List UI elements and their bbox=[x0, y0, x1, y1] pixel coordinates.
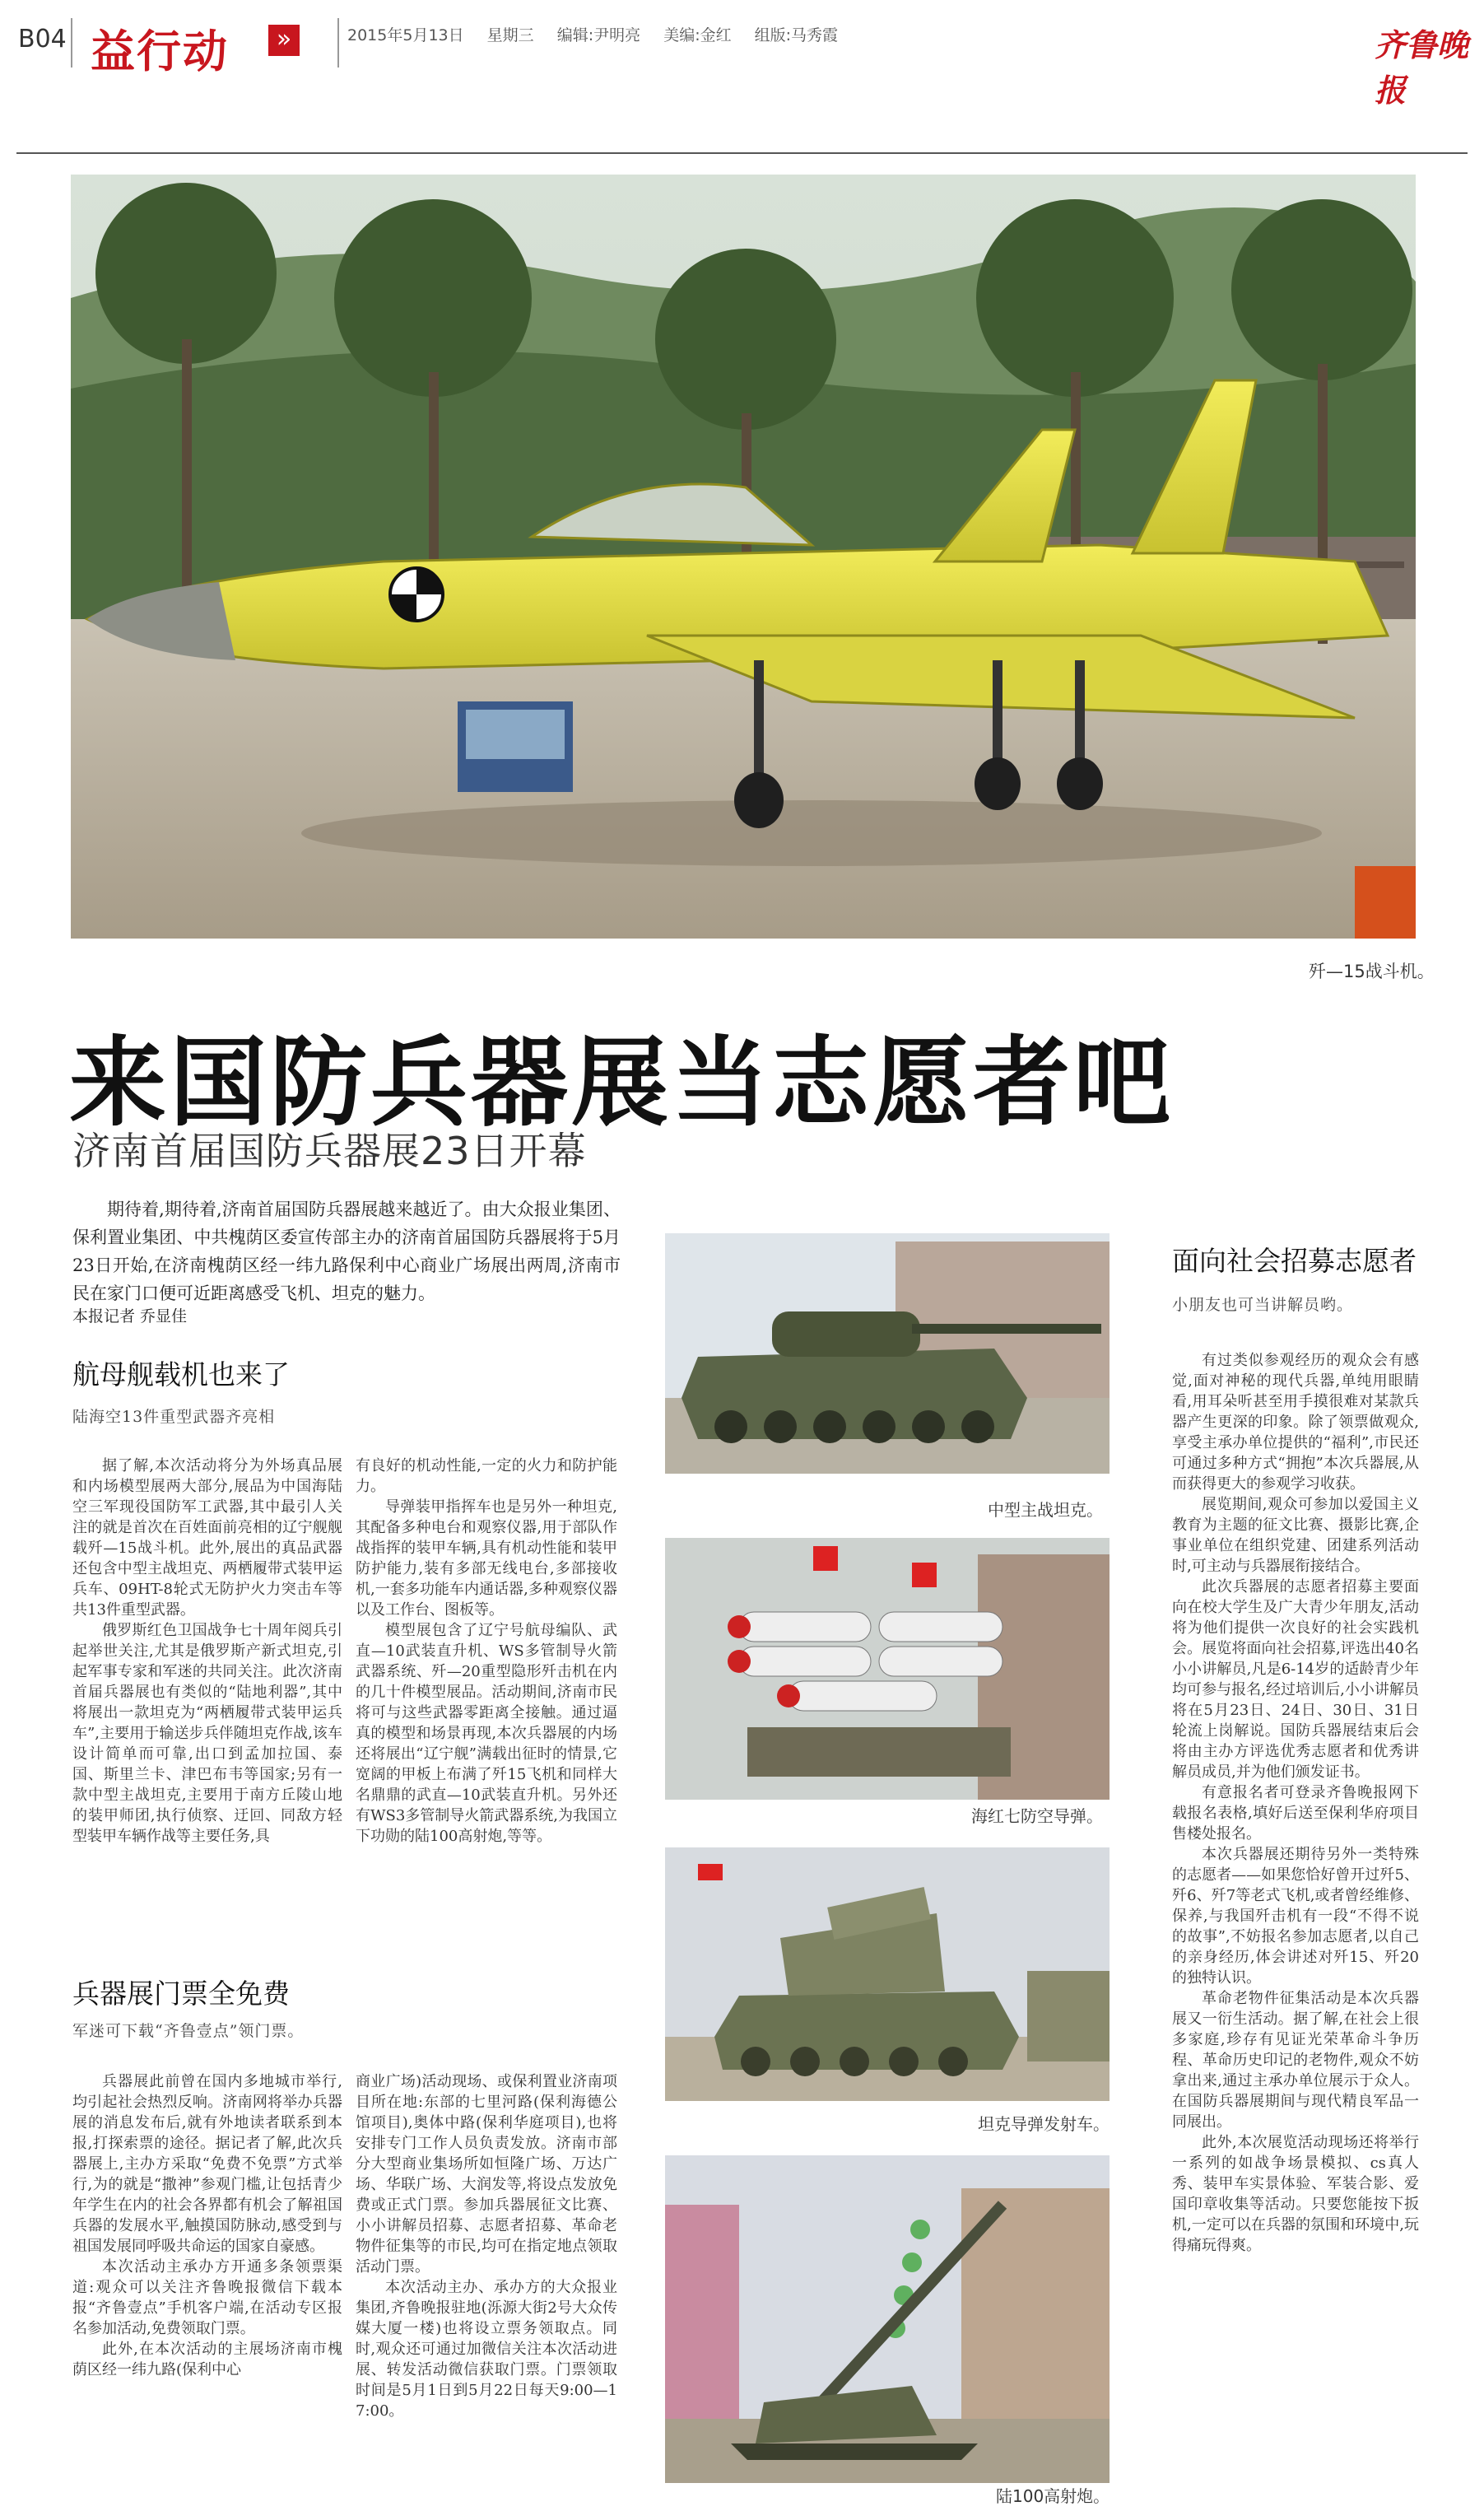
section-subheading: 军迷可下载“齐鲁壹点”领门票。 bbox=[72, 2022, 305, 2040]
headline: 来国防兵器展当志愿者吧 bbox=[69, 1026, 1175, 1139]
anti-aircraft-gun-photo bbox=[665, 2155, 1110, 2483]
header-divider bbox=[337, 18, 339, 68]
paragraph: 商业广场)活动现场、或保利置业济南项目所在地:东部的七里河路(保利海德公馆项目),奥体中路(保利华庭项目),也将安排专门工作人员负责发放。济南市部分大型商业集场所如恒隆广场、万达广场、华联广场、大润发等,将设点发放免费或正式门票。参加兵器展征文比赛、小小讲解员招募、志愿者招募、革命老物件征集等的市民,均可在指定地点领取活动门票。 bbox=[356, 2073, 617, 2276]
paragraph: 兵器展此前曾在国内多地城市举行,均引起社会热烈反响。济南网将举办兵器展的消息发布后,就有外地读者联系到本报,打探索票的途径。据记者了解,此次兵器展上,主办方采取“免费不免票”方式举行,为的就是“撒神”参观门槛,让包括青少年学生在内的社会各界都有机会了解祖国兵器的发展水平,触摸国防脉动,感受到与祖国发展同呼吸共命运的国家自豪感。 bbox=[72, 2073, 342, 2255]
section-heading: 航母舰载机也来了 bbox=[72, 1358, 290, 1391]
paragraph: 据了解,本次活动将分为外场真品展和内场模型展两大部分,展品为中国海陆空三军现役国防军工武器,其中最引人关注的就是首次在百姓面前亮相的辽宁舰舰载歼—15战斗机。此外,展出的真品武器还包含中型主战坦克、两栖履带式装甲运兵车、09HT-8轮式无防护火力突击车等共13件重型武器。 bbox=[72, 1457, 342, 1619]
article-column bbox=[1172, 1350, 1419, 2256]
paragraph: 有意报名者可登录齐鲁晚报网下载报名表格,填好后送至保利华府项目售楼处报名。 bbox=[1172, 1784, 1419, 1842]
paragraph: 有过类似参观经历的观众会有感觉,面对神秘的现代兵器,单纯用眼睛看,用耳朵听甚至用手摸很难对某款兵器产生更深的印象。除了领票做观众,享受主承办单位提供的“福利”,市民还可通过多种方式“拥抱”本次兵器展,从而获得更大的参观学习收获。 bbox=[1172, 1352, 1419, 1493]
paragraph: 导弹装甲指挥车也是另外一种坦克,其配备多种电台和观察仪器,用于部队作战指挥的装甲车辆,具有机动性能和装甲防护能力,装有多部无线电台,多部接收机,一套多功能车内通话器,多种观察仪器以及工作台、图板等。 bbox=[356, 1498, 617, 1619]
photo-caption: 陆100高射炮。 bbox=[996, 2486, 1110, 2506]
paragraph: 此外,本次展览活动现场还将举行一系列的如战争场景模拟、cs真人秀、装甲车实景体验、军装合影、爱国印章收集等活动。只要您能按下扳机,一定可以在兵器的氛围和环境中,玩得痛玩得爽。 bbox=[1172, 2134, 1419, 2254]
newspaper-logo: 齐鲁晚报 bbox=[1375, 26, 1469, 109]
article-column bbox=[356, 1456, 617, 1847]
header-rule bbox=[16, 152, 1468, 154]
section-heading: 面向社会招募志愿者 bbox=[1172, 1245, 1417, 1277]
layout-editor: 组版:马秀霞 bbox=[754, 26, 839, 44]
missile-launcher-photo bbox=[665, 1847, 1110, 2101]
photo-caption: 坦克导弹发射车。 bbox=[978, 2114, 1110, 2134]
reporter-byline: 本报记者 乔显佳 bbox=[72, 1307, 188, 1325]
section-heading: 兵器展门票全免费 bbox=[72, 1978, 290, 2010]
article-column bbox=[72, 2071, 342, 2380]
section-arrow-icon: » bbox=[268, 25, 300, 56]
lead-paragraph: 期待着,期待着,济南首届国防兵器展越来越近了。由大众报业集团、保利置业集团、中共槐荫区委宣传部主办的济南首届国防兵器展将于5月23日开始,在济南槐荫区经一纬九路保利中心商业广场展出两周,济南市民在家门口便可近距离感受飞机、坦克的魅力。 bbox=[72, 1200, 621, 1303]
article-column bbox=[72, 1456, 342, 1847]
paragraph: 本次活动主承办方开通多条领票渠道:观众可以关注齐鲁晚报微信下载本报“齐鲁壹点”手机客户端,在活动专区报名参加活动,免费领取门票。 bbox=[72, 2258, 342, 2337]
paragraph: 有良好的机动性能,一定的火力和防护能力。 bbox=[356, 1457, 617, 1495]
missile-photo bbox=[665, 1538, 1110, 1800]
header-divider bbox=[71, 18, 72, 68]
designer: 美编:金红 bbox=[663, 26, 732, 44]
paragraph: 俄罗斯红色卫国战争七十周年阅兵引起举世关注,尤其是俄罗斯产新式坦克,引起军事专家和军迷的共同关注。此次济南首届兵器展也有类似的“陆地利器”,其中将展出一款坦克为“两栖履带式装甲运兵车”,主要用于输送步兵伴随坦克作战,该车设计简单而可靠,出口到孟加拉国、泰国、斯里兰卡、津巴布韦等国家;另有一款中型主战坦克,主要用于南方丘陵山地的装甲师团,执行侦察、迂回、同敌方轻型装甲车辆作战等主要任务,具 bbox=[72, 1622, 342, 1845]
photo-caption: 中型主战坦克。 bbox=[988, 1500, 1103, 1520]
paragraph: 此次兵器展的志愿者招募主要面向在校大学生及广大青少年朋友,活动将为他们提供一次良好的社会实践机会。展览将面向社会招募,评选出40名小小讲解员,凡是6-14岁的适龄青少年均可参与报名,经过培训后,小小讲解员将在5月23日、24日、30日、31日轮流上岗解说。国防兵器展结束后会将由主办方评选优秀志愿者和优秀讲解员成员,并为他们颁发证书。 bbox=[1172, 1578, 1419, 1781]
paragraph: 本次活动主办、承办方的大众报业集团,齐鲁晚报驻地(泺源大街2号大众传媒大厦一楼)也将设立票务领取点。同时,观众还可通过加微信关注本次活动进展、转发活动微信获取门票。门票领取时间是5月1日到5月22日每天9:00—17:00。 bbox=[356, 2279, 617, 2420]
photo-caption: 海红七防空导弹。 bbox=[971, 1806, 1103, 1826]
section-subheading: 陆海空13件重型武器齐亮相 bbox=[72, 1408, 276, 1426]
tank-photo bbox=[665, 1233, 1110, 1474]
page-number: B04 bbox=[18, 25, 67, 54]
photo-caption: 歼—15战斗机。 bbox=[1309, 962, 1435, 981]
header-meta bbox=[347, 23, 856, 45]
paragraph: 展览期间,观众可参加以爱国主义教育为主题的征文比赛、摄影比赛,企事业单位在组织党建、团建系列活动时,可主动与兵器展衔接结合。 bbox=[1172, 1496, 1419, 1575]
paragraph: 革命老物件征集活动是本次兵器展又一衍生活动。据了解,在社会上很多家庭,珍存有见证光荣革命斗争历程、革命历史印记的老物件,观众不妨拿出来,通过主承办单位展示于众人。在国防兵器展期间与现代精良军品一同展出。 bbox=[1172, 1990, 1419, 2131]
paragraph: 模型展包含了辽宁号航母编队、武直—10武装直升机、WS多管制导火箭武器系统、歼—20重型隐形歼击机在内的几十件模型展品。活动期间,济南市民将可与这些武器零距离全接触。通过逼真的模型和场景再现,本次兵器展的内场还将展出“辽宁舰”满载出征时的情景,它宽阔的甲板上布满了歼15飞机和同样大名鼎鼎的武直—10武装直升机。另外还有WS3多管制导火箭武器系统,为我国立下功勋的陆100高射炮,等等。 bbox=[356, 1622, 618, 1845]
section-subheading: 小朋友也可当讲解员哟。 bbox=[1172, 1296, 1354, 1314]
j15-fighter-photo bbox=[71, 175, 1416, 939]
issue-weekday: 星期三 bbox=[486, 26, 534, 44]
section-title: 益行动 bbox=[91, 26, 229, 77]
paragraph: 本次兵器展还期待另外一类特殊的志愿者——如果您恰好曾开过歼5、歼6、歼7等老式飞机,或者曾经维修、保养,与我国歼击机有一段“不得不说的故事”,不妨报名参加志愿者,以自己的亲身经历,体会讲述对歼15、歼20的独特认识。 bbox=[1172, 1846, 1419, 1987]
subheadline: 济南首届国防兵器展23日开幕 bbox=[72, 1129, 587, 1173]
editor: 编辑:尹明亮 bbox=[556, 26, 641, 44]
paragraph: 此外,在本次活动的主展场济南市槐荫区经一纬九路(保利中心 bbox=[72, 2341, 342, 2378]
article-column bbox=[356, 2071, 617, 2421]
issue-date: 2015年5月13日 bbox=[347, 26, 464, 44]
